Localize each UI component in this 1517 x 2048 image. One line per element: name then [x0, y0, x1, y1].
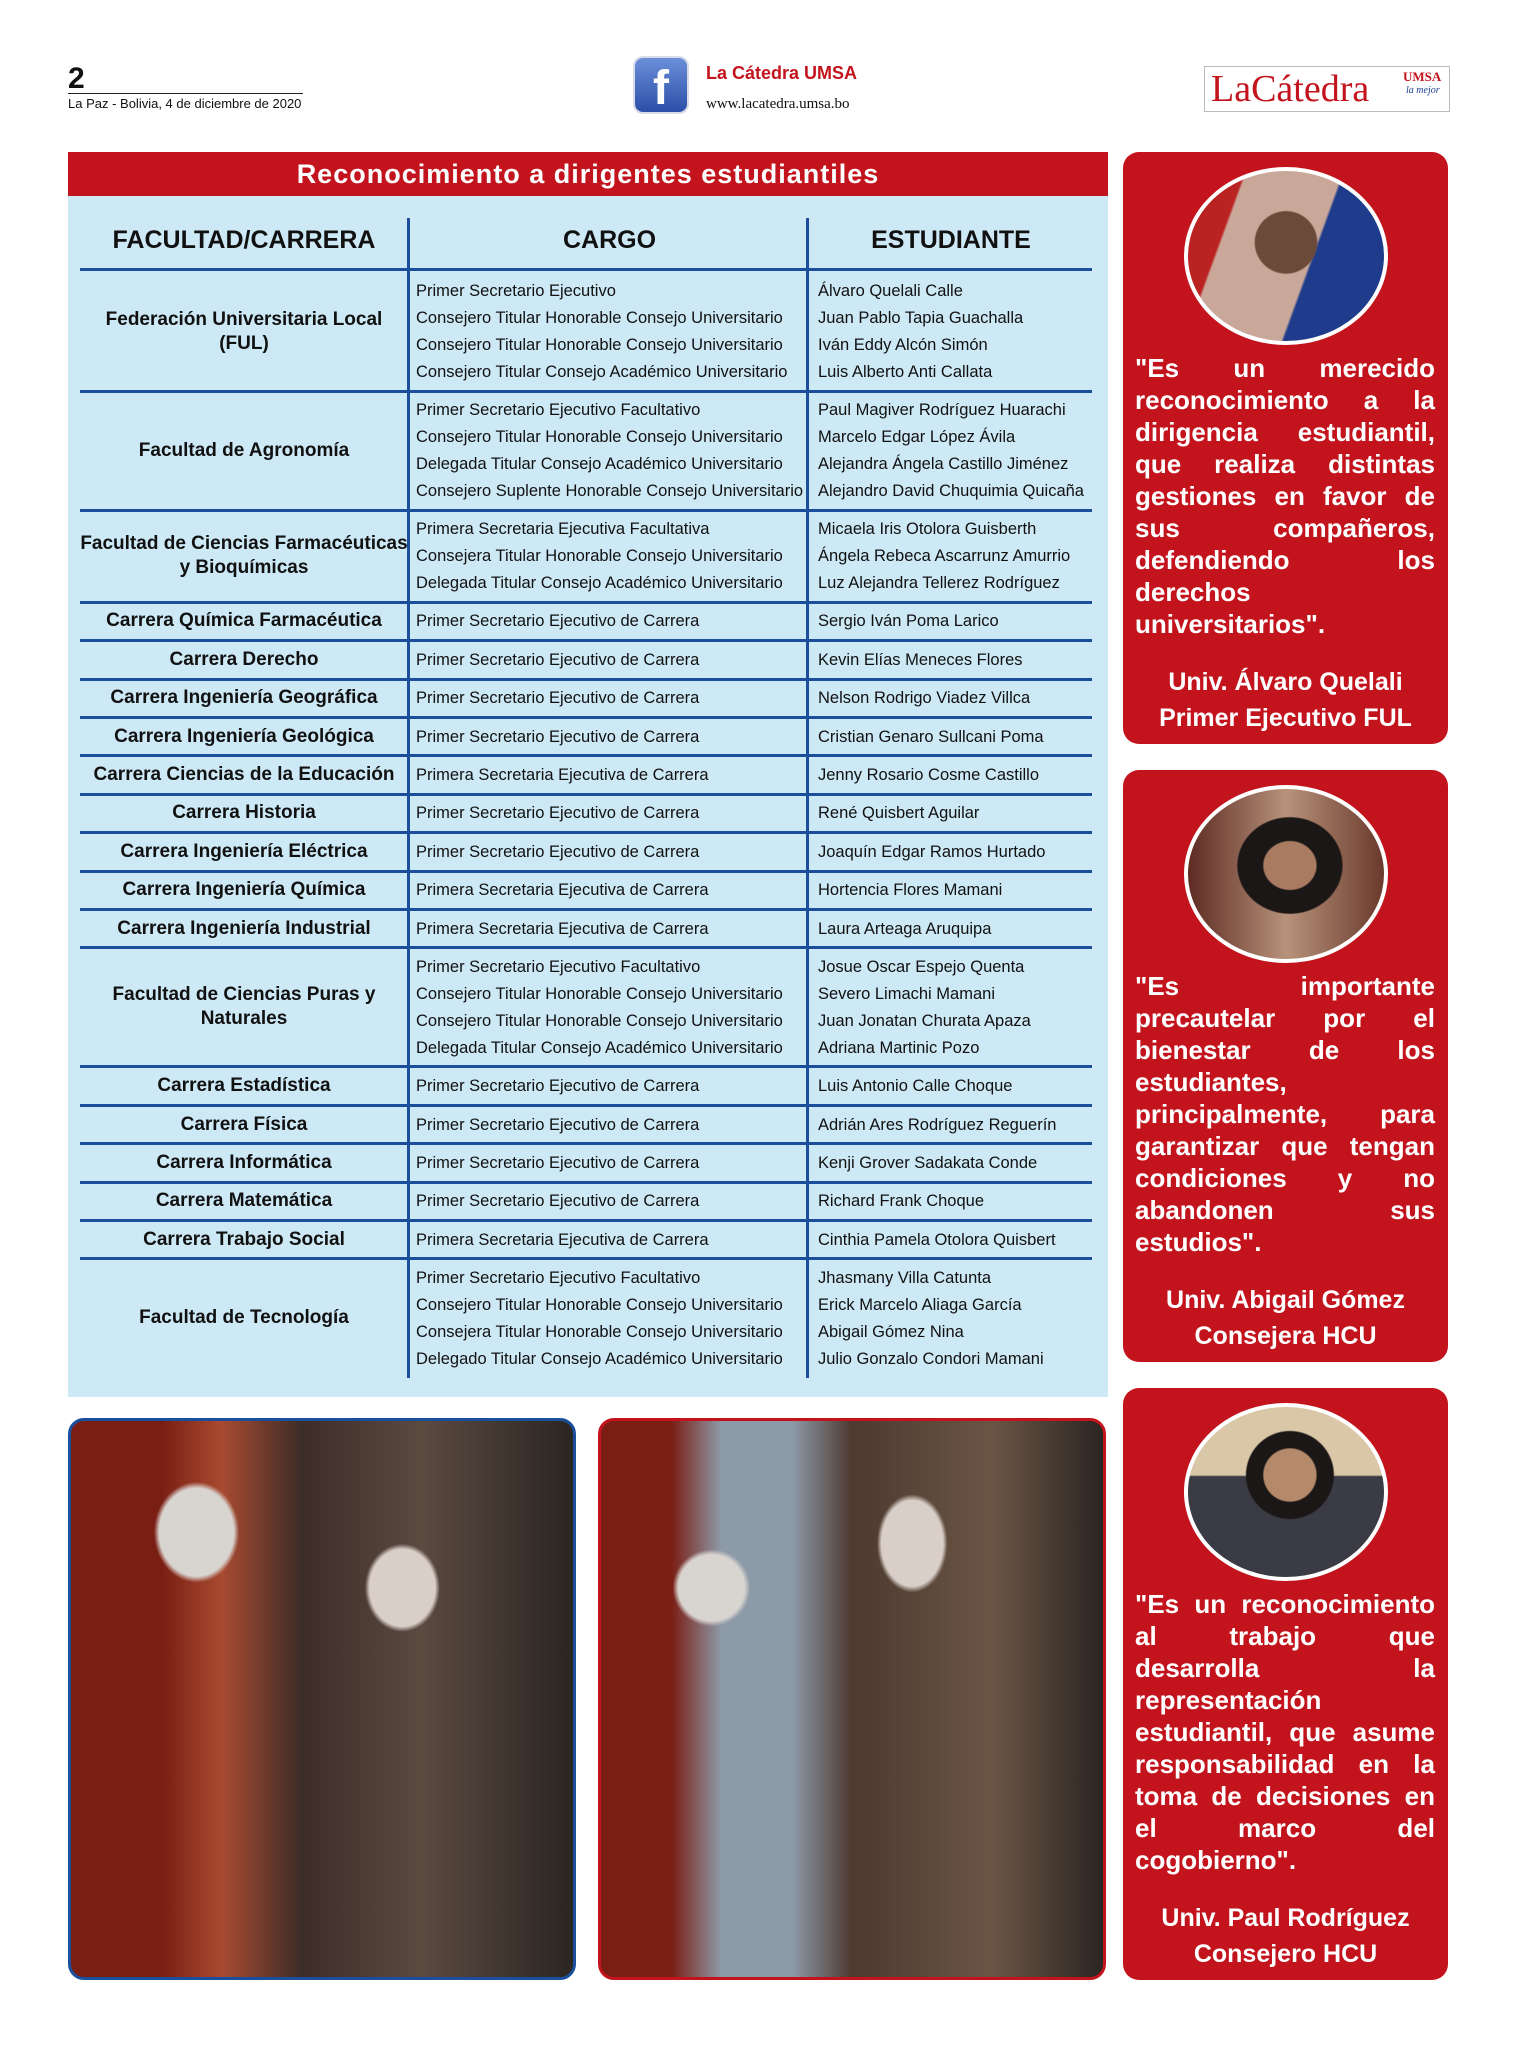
cargo-cell: Primer Secretario Ejecutivo de Carrera: [416, 650, 700, 669]
quote-card-3: [1123, 1388, 1448, 1980]
avatar: [1184, 785, 1388, 963]
quote-card-1: [1123, 152, 1448, 744]
faculty-cell: Carrera Historia: [172, 802, 316, 824]
faculty-cell: Carrera Derecho: [169, 648, 319, 670]
student-cell: Luis Alberto Anti Callata: [818, 362, 993, 381]
student-cell: Abigail Gómez Nina: [818, 1322, 964, 1341]
quote-role: Primer Ejecutivo FUL: [1159, 704, 1412, 732]
faculty-cell: Carrera Química Farmacéutica: [106, 610, 382, 632]
cargo-cell: Consejera Titular Honorable Consejo Universitario: [416, 1322, 783, 1341]
faculty-cell: Federación Universitaria Local (FUL): [105, 308, 383, 354]
row-divider: [80, 268, 1092, 271]
student-cell: Cristian Genaro Sullcani Poma: [818, 727, 1044, 746]
student-cell: Alejandro David Chuquimia Quicaña: [818, 481, 1084, 500]
faculty-cell: Facultad de Ciencias Farmacéuticas y Bioquímicas: [80, 533, 408, 579]
faculty-cell: Carrera Ingeniería Eléctrica: [120, 840, 368, 862]
cargo-cell: Delegado Titular Consejo Académico Universitario: [416, 1349, 783, 1368]
cargo-cell: Primer Secretario Ejecutivo de Carrera: [416, 1153, 700, 1172]
cargo-cell: Primera Secretaria Ejecutiva de Carrera: [416, 919, 709, 938]
logo-umsa: UMSA: [1403, 69, 1442, 84]
cargo-cell: Primer Secretario Ejecutivo de Carrera: [416, 842, 700, 861]
student-cell: Luis Antonio Calle Choque: [818, 1077, 1013, 1096]
student-cell: Kevin Elías Meneces Flores: [818, 650, 1023, 669]
cargo-cell: Primera Secretaria Ejecutiva de Carrera: [416, 1230, 709, 1249]
logo-text: LaCátedra: [1211, 68, 1370, 110]
student-cell: Severo Limachi Mamani: [818, 984, 995, 1003]
student-cell: Julio Gonzalo Condori Mamani: [818, 1349, 1044, 1368]
student-cell: Jenny Rosario Cosme Castillo: [818, 766, 1040, 785]
cargo-cell: Primer Secretario Ejecutivo de Carrera: [416, 689, 700, 708]
student-cell: Josue Oscar Espejo Quenta: [818, 958, 1025, 977]
cargo-cell: Consejero Titular Consejo Académico Universitario: [416, 362, 788, 381]
cargo-cell: Primer Secretario Ejecutivo de Carrera: [416, 727, 700, 746]
faculty-cell: Carrera Ciencias de la Educación: [93, 764, 395, 786]
faculty-cell: Carrera Informática: [156, 1151, 332, 1173]
cargo-cell: Consejero Titular Honorable Consejo Universitario: [416, 1011, 783, 1030]
cargo-cell: Primera Secretaria Ejecutiva Facultativa: [416, 520, 710, 539]
student-cell: Nelson Rodrigo Viadez Villca: [818, 689, 1031, 708]
student-cell: Jhasmany Villa Catunta: [818, 1269, 992, 1288]
logo-tagline: la mejor: [1406, 85, 1440, 96]
student-cell: Adrián Ares Rodríguez Reguerín: [818, 1115, 1057, 1134]
column-header-cargo: CARGO: [562, 226, 657, 254]
quote-author: Univ. Álvaro Quelali: [1168, 668, 1403, 696]
cargo-cell: Consejero Titular Honorable Consejo Universitario: [416, 335, 783, 354]
student-cell: Paul Magiver Rodríguez Huarachi: [818, 401, 1066, 420]
student-cell: Erick Marcelo Aliaga García: [818, 1296, 1022, 1315]
faculty-cell: Facultad de Agronomía: [138, 439, 350, 461]
award-photo-1: [68, 1418, 576, 1980]
cargo-cell: Primer Secretario Ejecutivo de Carrera: [416, 1077, 700, 1096]
cargo-cell: Delegada Titular Consejo Académico Universitario: [416, 455, 783, 473]
student-cell: Laura Arteaga Aruquipa: [818, 919, 992, 938]
quote-role: Consejera HCU: [1194, 1322, 1377, 1350]
student-cell: Micaela Iris Otolora Guisberth: [818, 520, 1037, 539]
quote-card-2: [1123, 770, 1448, 1362]
faculty-cell: Carrera Ingeniería Geológica: [114, 725, 374, 747]
cargo-cell: Consejero Suplente Honorable Consejo Universitario: [416, 481, 804, 500]
faculty-cell: Facultad de Ciencias Puras y Naturales: [112, 984, 376, 1030]
facebook-page-name[interactable]: La Cátedra UMSA: [706, 63, 858, 83]
student-cell: Richard Frank Choque: [818, 1192, 984, 1211]
newspaper-logo: [1204, 66, 1450, 112]
faculty-cell: Carrera Ingeniería Geográfica: [110, 687, 378, 709]
student-cell: Kenji Grover Sadakata Conde: [818, 1153, 1038, 1172]
cargo-cell: Primer Secretario Ejecutivo de Carrera: [416, 612, 700, 631]
column-header-estudiante: ESTUDIANTE: [871, 226, 1031, 254]
cargo-cell: Primer Secretario Ejecutivo Facultativo: [416, 401, 701, 420]
student-cell: Iván Eddy Alcón Simón: [818, 335, 988, 354]
cargo-cell: Consejero Titular Honorable Consejo Universitario: [416, 1296, 783, 1315]
faculty-cell: Carrera Ingeniería Química: [122, 879, 366, 901]
quote-author: Univ. Paul Rodríguez: [1161, 1904, 1410, 1932]
cargo-cell: Primera Secretaria Ejecutiva de Carrera: [416, 881, 709, 900]
faculty-cell: Carrera Ingeniería Industrial: [117, 917, 371, 939]
student-cell: Hortencia Flores Mamani: [818, 881, 1003, 900]
cargo-cell: Primer Secretario Ejecutivo Facultativo: [416, 958, 701, 977]
cargo-cell: Consejera Titular Honorable Consejo Universitario: [416, 547, 783, 566]
cargo-cell: Delegada Titular Consejo Académico Universitario: [416, 574, 783, 593]
student-cell: Juan Jonatan Churata Apaza: [818, 1011, 1031, 1030]
website-link[interactable]: www.lacatedra.umsa.bo: [706, 96, 850, 112]
student-cell: Juan Pablo Tapia Guachalla: [818, 309, 1024, 328]
faculty-cell: Facultad de Tecnología: [139, 1307, 349, 1329]
student-cell: Álvaro Quelali Calle: [818, 282, 963, 301]
avatar: [1184, 1403, 1388, 1581]
student-cell: Joaquín Edgar Ramos Hurtado: [818, 842, 1046, 861]
award-photo-2: [598, 1418, 1106, 1980]
cargo-cell: Primer Secretario Ejecutivo: [416, 282, 616, 301]
faculty-cell: Carrera Trabajo Social: [143, 1228, 345, 1250]
student-cell: René Quisbert Aguilar: [818, 804, 980, 823]
faculty-cell: Carrera Matemática: [155, 1190, 333, 1212]
quote-text: "Es un merecido reconocimiento a la dirigencia estudiantil, que realiza distintas gestiones en favor de sus compañeros, defendiendo los derechos universitarios".: [1135, 353, 1435, 639]
cargo-cell: Consejero Titular Honorable Consejo Universitario: [416, 309, 783, 328]
header-divider: [68, 93, 303, 94]
student-cell: Marcelo Edgar López Ávila: [818, 428, 1016, 447]
student-cell: Cinthia Pamela Otolora Quisbert: [818, 1230, 1056, 1249]
facebook-icon[interactable]: f: [635, 58, 687, 112]
student-cell: Sergio Iván Poma Larico: [818, 612, 999, 631]
page-number: 2: [68, 62, 85, 95]
column-header-facultad: FACULTAD/CARRERA: [112, 226, 376, 254]
table-title: Reconocimiento a dirigentes estudiantiles: [68, 152, 1108, 196]
cargo-cell: Primer Secretario Ejecutivo Facultativo: [416, 1269, 701, 1288]
faculty-cell: Carrera Estadística: [157, 1075, 331, 1097]
student-cell: Ángela Rebeca Ascarrunz Amurrio: [818, 547, 1071, 566]
student-cell: Adriana Martinic Pozo: [818, 1038, 980, 1057]
cargo-cell: Consejero Titular Honorable Consejo Universitario: [416, 428, 783, 447]
cargo-cell: Primera Secretaria Ejecutiva de Carrera: [416, 766, 709, 785]
student-cell: Luz Alejandra Tellerez Rodríguez: [818, 574, 1060, 593]
cargo-cell: Primer Secretario Ejecutivo de Carrera: [416, 804, 700, 823]
cargo-cell: Consejero Titular Honorable Consejo Universitario: [416, 984, 783, 1003]
quote-role: Consejero HCU: [1193, 1940, 1378, 1968]
quote-author: Univ. Abigail Gómez: [1166, 1286, 1405, 1314]
student-cell: Alejandra Ángela Castillo Jiménez: [818, 455, 1069, 473]
cargo-cell: Primer Secretario Ejecutivo de Carrera: [416, 1192, 700, 1211]
cargo-cell: Delegada Titular Consejo Académico Universitario: [416, 1038, 783, 1057]
quote-text: "Es un reconocimiento al trabajo que desarrolla la representación estudiantil, que asume responsabilidad en la toma de decisiones en el marco del cogobierno".: [1135, 1589, 1435, 1875]
quote-text: "Es importante precautelar por el bienestar de los estudiantes, principalmente, para garantizar que tengan condiciones y no abandonen sus estudios".: [1135, 971, 1435, 1257]
avatar: [1184, 167, 1388, 345]
issue-date: La Paz - Bolivia, 4 de diciembre de 2020: [68, 96, 302, 111]
cargo-cell: Primer Secretario Ejecutivo de Carrera: [416, 1115, 700, 1134]
faculty-cell: Carrera Física: [180, 1113, 308, 1135]
